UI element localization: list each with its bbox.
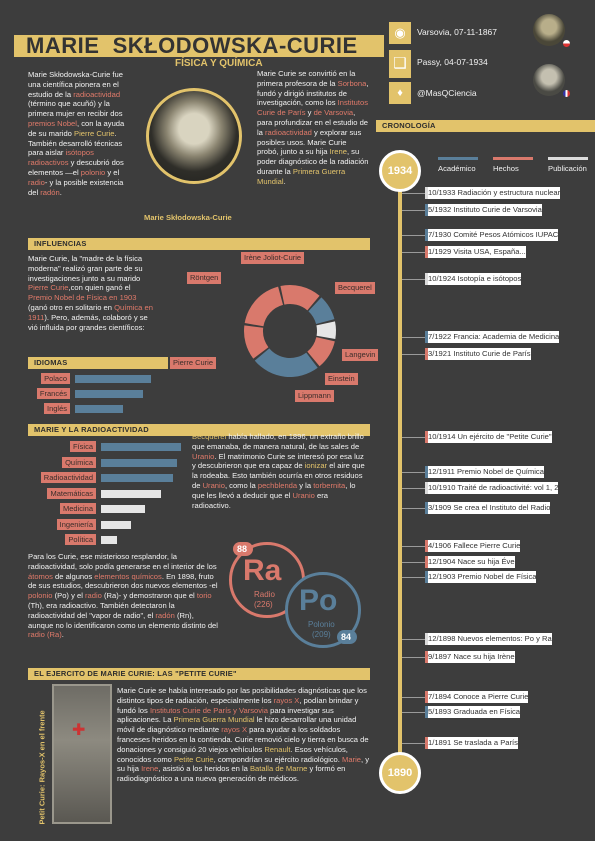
timeline-tick xyxy=(402,546,425,547)
timeline-event-label: 7/1894 Conoce a Pierre Curie xyxy=(428,692,529,701)
birth-info: Varsovia, 07-11-1867 xyxy=(417,27,498,37)
section-cronologia: CRONOLOGÍA xyxy=(376,120,595,132)
discipline-label: Matemáticas xyxy=(47,488,96,499)
ejercito-text: Marie Curie se había interesado por las posibilidades diagnósticas que los distintos tipos de radiación, especialmente los rayos X, podían brindar y fundó los Institutos Curie de París y Varsovia para investigar sus aplicaciones. La Primera Guerra Mundial le hizo desarrollar una unidad móvil de diagnóstico mediante rayos X para ayudar a los soldados franceses heridos en la contienda. Curie removió cielo y tierra en busca de donaciones y consiguió 20 viejos vehículos Renault. Esos vehículos, conocidos como Petite Curie, compondrían su ejército radiológico. Marie, y su hija Irene, asistió a los heridos en la Batalla de Marne y formó en radiodiagnóstico a una nueva generación de médicos. xyxy=(117,686,370,784)
timeline-event-marker xyxy=(425,348,428,360)
timeline-event xyxy=(425,706,520,718)
timeline-event-label: 3/1921 Instituto Curie de París xyxy=(428,349,531,358)
timeline-event-marker xyxy=(425,540,428,552)
timeline-event-label: 5/1893 Graduada en Física xyxy=(428,707,521,716)
timeline-tick xyxy=(402,712,425,713)
intro-right: Marie Curie se convirtió en la primera profesora de la Sorbona, fundó y dirigió institutos de investigación, como los Institutos Curie de París y de Varsovia, para profundizar en el estudio de la radioactividad y explorar sus posibles usos. Marie Curie probó, junto a su hija Irene, su poder diagnóstico de la radiación durante la Primera Guerra Mundial. xyxy=(257,69,369,186)
radium-symbol: Ra xyxy=(243,554,282,587)
timeline-event xyxy=(425,431,552,443)
timeline-event-marker xyxy=(425,246,428,258)
france-flag-icon xyxy=(563,90,570,97)
timeline-event-marker xyxy=(425,229,428,241)
timeline-event-marker xyxy=(425,706,428,718)
timeline-event-label: 5/1932 Instituto Curie de Varsovia xyxy=(428,205,542,214)
discipline-label: Química xyxy=(62,457,96,468)
timeline-event-marker xyxy=(425,482,428,494)
timeline-event xyxy=(425,502,550,514)
timeline-event-marker xyxy=(425,187,428,199)
timeline-tick xyxy=(402,743,425,744)
timeline-event-label: 12/1903 Premio Nobel de Física xyxy=(428,572,537,581)
discipline-bar xyxy=(101,505,145,513)
avatar-old xyxy=(533,64,565,96)
radio-text: Becquerel había hallado, en 1896, un extraño brillo que emanaba, de manera natural, de las sales de Uranio. El matrimonio Curie se interesó por esa luz y descubrieron que era capaz de ionizar el aire que la rodeaba. Esto también ocurría en otros residuos de Uranio, como la pechblenda y la torbernita, lo que les llevó a deducir que el Uranio era radioactivo. xyxy=(192,432,365,510)
timeline-event-label: 10/1933 Radiación y estructura nuclear xyxy=(428,188,561,197)
discipline-bar xyxy=(101,521,131,529)
timeline-tick xyxy=(402,577,425,578)
timeline-start-node: 1934 xyxy=(379,150,421,192)
page-subtitle: FÍSICA Y QUÍMICA xyxy=(175,58,263,69)
section-ejercito: EL EJERCITO DE MARIE CURIE: LAS "PETITE CURIE" xyxy=(28,668,370,680)
ribbon-icon: ❑ xyxy=(389,50,411,78)
timeline-event-marker xyxy=(425,466,428,478)
donut-segment xyxy=(316,321,336,339)
timeline-event xyxy=(425,348,531,360)
influence-becquerel: Becquerel xyxy=(335,282,375,294)
influence-pierre: Pierre Curie xyxy=(170,357,216,369)
timeline-tick xyxy=(402,697,425,698)
timeline-event-label: 12/1904 Nace su hija Éve xyxy=(428,557,515,566)
timeline-event xyxy=(425,737,518,749)
poland-flag-icon xyxy=(563,40,570,47)
timeline-tick xyxy=(402,210,425,211)
discipline-bar xyxy=(101,459,177,467)
timeline-event xyxy=(425,187,560,199)
timeline-tick xyxy=(402,472,425,473)
timeline-tick xyxy=(402,354,425,355)
timeline-event-marker xyxy=(425,633,428,645)
avatar-young xyxy=(533,14,565,46)
timeline-tick xyxy=(402,252,425,253)
language-bar xyxy=(75,405,123,413)
timeline-tick xyxy=(402,193,425,194)
timeline-event xyxy=(425,651,515,663)
timeline-event-marker xyxy=(425,273,428,285)
polonium-name: Polonio xyxy=(308,620,335,629)
timeline-event-marker xyxy=(425,571,428,583)
death-info: Passy, 04-07-1934 xyxy=(417,57,488,67)
timeline-event-marker xyxy=(425,737,428,749)
legend-label: Académico xyxy=(438,164,476,173)
timeline-event xyxy=(425,229,558,241)
language-bar xyxy=(75,375,151,383)
timeline-tick xyxy=(402,639,425,640)
timeline-event-label: 7/1922 Francia: Academia de Medicina xyxy=(428,332,560,341)
timeline-event-label: 10/1924 Isotopía e isótopos xyxy=(428,274,522,283)
language-label: Inglés xyxy=(44,403,70,414)
language-bar xyxy=(75,390,143,398)
twitter-handle[interactable]: @MasQCiencia xyxy=(417,88,477,98)
timeline-tick xyxy=(402,235,425,236)
timeline-event xyxy=(425,691,528,703)
timeline-event-marker xyxy=(425,651,428,663)
discipline-label: Política xyxy=(65,534,96,545)
radio-text-2: Para los Curie, ese misterioso resplandor, la radioactividad, solo podía generarse en el interior de los átomos de algunos elementos químicos. En 1898, fruto de sus estudios, descubrieron dos nuevos elementos -el polonio (Po) y el radio (Ra)- y demostraron que el torio (Th), era radioactivo. También detectaron la radioactividad del "vapor de radio", el radón (Rn), aunque no lo identificaron como un elemento distinto del radio (Ra). xyxy=(28,552,218,640)
discipline-bar xyxy=(101,490,161,498)
timeline-event xyxy=(425,633,552,645)
timeline-event-label: 12/1911 Premio Nobel de Química xyxy=(428,467,544,476)
polonium-symbol: Po xyxy=(299,584,338,617)
radium-number: 88 xyxy=(237,544,248,554)
influence-irene: Irène Joliot-Curie xyxy=(241,252,304,264)
timeline-event-label: 3/1909 Se crea el Instituto del Radio xyxy=(428,503,551,512)
timeline-event xyxy=(425,331,559,343)
legend-swatch xyxy=(493,157,533,160)
timeline-event-label: 10/1914 Un ejército de "Petite Curie" xyxy=(428,432,552,441)
timeline-tick xyxy=(402,562,425,563)
radium-name: Radio xyxy=(254,590,275,599)
red-cross-icon: ✚ xyxy=(72,722,86,739)
timeline-event xyxy=(425,482,558,494)
vertical-caption: Petit Curie: Rayos-X en el frente xyxy=(37,710,47,825)
discipline-label: Radioactividad xyxy=(41,472,96,483)
timeline-tick xyxy=(402,488,425,489)
timeline-event-label: 10/1910 Traité de radioactivité: vol 1, 2 xyxy=(428,483,559,492)
timeline-event xyxy=(425,540,520,552)
timeline-event-label: 9/1897 Nace su hija Irène xyxy=(428,652,515,661)
timeline-event-label: 1/1891 Se traslada a París xyxy=(428,738,518,747)
influence-rontgen: Röntgen xyxy=(187,272,221,284)
section-radioactividad: MARIE Y LA RADIOACTIVIDAD xyxy=(28,424,370,436)
timeline-event xyxy=(425,466,544,478)
influence-langevin: Langevin xyxy=(342,349,378,361)
influence-einstein: Einstein xyxy=(325,373,358,385)
timeline-tick xyxy=(402,657,425,658)
timeline-event xyxy=(425,571,536,583)
timeline-tick xyxy=(402,437,425,438)
location-icon: ◉ xyxy=(389,22,411,44)
timeline-tick xyxy=(402,337,425,338)
timeline-event-marker xyxy=(425,502,428,514)
polonium-mass: (209) xyxy=(312,630,331,639)
timeline-event-marker xyxy=(425,691,428,703)
timeline-event xyxy=(425,204,542,216)
discipline-label: Física xyxy=(70,441,96,452)
timeline-event xyxy=(425,246,526,258)
legend-swatch xyxy=(548,157,588,160)
influence-text: Marie Curie, la "madre de la física moderna" realizó gran parte de su investigaciones junto a su marido Pierre Curie,con quien ganó el Premio Nobel de Física en 1903 (ganó otro en solitario en Química en 1911). Pero, además, colaboró y se vió influida por grandes científicos: xyxy=(28,254,153,332)
portrait-caption: Marie Skłodowska-Curie xyxy=(144,213,232,222)
legend-label: Publicación xyxy=(548,164,587,173)
section-influencias: INFLUENCIAS xyxy=(28,238,370,250)
language-label: Francés xyxy=(37,388,70,399)
xray-truck-image xyxy=(52,684,112,824)
timeline-event-label: 7/1930 Comité Pesos Atómicos IUPAC xyxy=(428,230,559,239)
donut-segment xyxy=(245,287,283,327)
timeline-event-marker xyxy=(425,331,428,343)
timeline-event-label: 12/1898 Nuevos elementos: Po y Ra xyxy=(428,634,552,643)
timeline-event-marker xyxy=(425,204,428,216)
timeline-event-marker xyxy=(425,431,428,443)
discipline-bar xyxy=(101,536,117,544)
portrait-photo xyxy=(146,88,242,184)
discipline-bar xyxy=(101,443,181,451)
twitter-icon[interactable]: ♦ xyxy=(389,82,411,104)
timeline-event xyxy=(425,273,521,285)
page-title: MARIE SKŁODOWSKA-CURIE xyxy=(26,33,358,58)
timeline-line xyxy=(398,165,402,775)
polonium-number: 84 xyxy=(341,632,352,642)
intro-left: Marie Skłodowska-Curie fue una científica pionera en el estudio de la radioactividad (término que acuñó) y la primera mujer en recibir dos premios Nobel, con la ayuda de su marido Pierre Curie. También desarrolló técnicas para aislar isótopos radioactivos y descubrió dos elementos —el polonio y el radio- y la posible existencia del radón. xyxy=(28,70,125,197)
legend-swatch xyxy=(438,157,478,160)
timeline-tick xyxy=(402,279,425,280)
timeline-tick xyxy=(402,508,425,509)
timeline-event-label: 4/1906 Fallece Pierre Curie xyxy=(428,541,521,550)
section-idiomas: IDIOMAS xyxy=(28,357,168,369)
influence-lippmann: Lippmann xyxy=(295,390,334,402)
timeline-event-marker xyxy=(425,556,428,568)
discipline-label: Ingeniería xyxy=(57,519,96,530)
radium-mass: (226) xyxy=(254,600,273,609)
timeline-event xyxy=(425,556,515,568)
legend-label: Hechos xyxy=(493,164,519,173)
timeline-end-node: 1890 xyxy=(379,752,421,794)
timeline-event-label: 1/1929 Visita USA, España... xyxy=(428,247,526,256)
language-label: Polaco xyxy=(41,373,70,384)
discipline-bar xyxy=(101,474,173,482)
discipline-label: Medicina xyxy=(60,503,96,514)
